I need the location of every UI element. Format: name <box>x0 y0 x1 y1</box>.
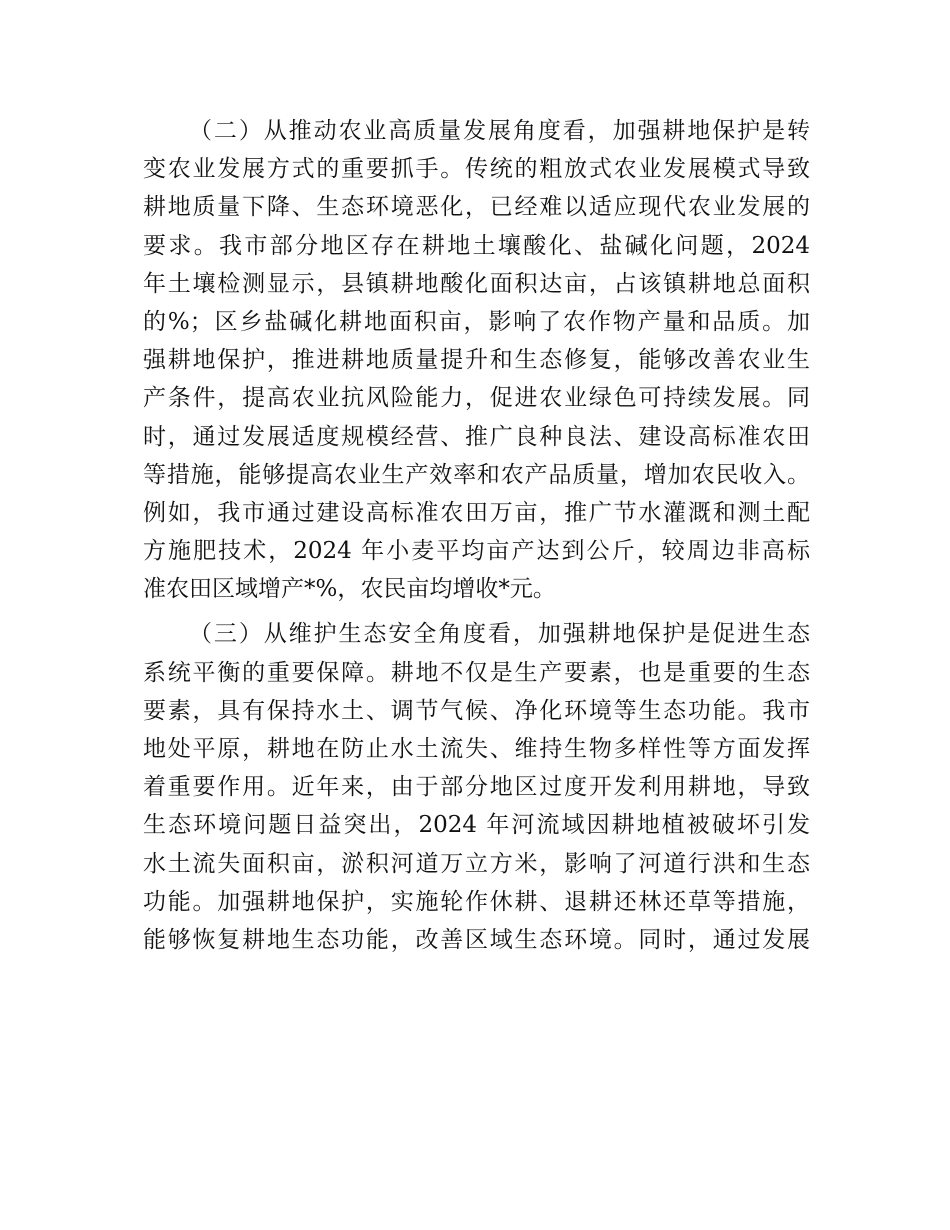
paragraph-agriculture-development <box>143 112 810 608</box>
text-line: 要求。我市部分地区存在耕地土壤酸化、盐碱化问题，2024 <box>143 232 810 259</box>
text-line: 方施肥技术，2024 年小麦平均亩产达到公斤，较周边非高标 <box>143 538 810 565</box>
text-line: 功能。加强耕地保护，实施轮作休耕、退耕还林还草等措施， <box>143 888 810 915</box>
paragraph-ecological-security <box>143 615 810 959</box>
text-line: 年土壤检测显示，县镇耕地酸化面积达亩，占该镇耕地总面积 <box>143 270 810 297</box>
text-line: 产条件，提高农业抗风险能力，促进农业绿色可持续发展。同 <box>143 385 810 412</box>
text-line: 着重要作用。近年来，由于部分地区过度开发利用耕地，导致 <box>143 774 810 801</box>
text-line: 系统平衡的重要保障。耕地不仅是生产要素，也是重要的生态 <box>143 659 810 686</box>
text-line: 变农业发展方式的重要抓手。传统的粗放式农业发展模式导致 <box>143 156 810 183</box>
text-line: （二）从推动农业高质量发展角度看，加强耕地保护是转 <box>189 118 810 144</box>
text-line: 强耕地保护，推进耕地质量提升和生态修复，能够改善农业生 <box>143 347 810 374</box>
text-line: 水土流失面积亩，淤积河道万立方米，影响了河道行洪和生态 <box>143 850 810 877</box>
text-line: 地处平原，耕地在防止水土流失、维持生物多样性等方面发挥 <box>143 736 810 762</box>
text-line: 准农田区域增产*%，农民亩均增收*元。 <box>143 576 556 603</box>
text-line: 生态环境问题日益突出，2024 年河流域因耕地植被破坏引发 <box>143 812 810 839</box>
text-line: 能够恢复耕地生态功能，改善区域生态环境。同时，通过发展 <box>143 926 810 953</box>
text-line: 的%；区乡盐碱化耕地面积亩，影响了农作物产量和品质。加 <box>143 308 810 335</box>
text-line: 要素，具有保持水土、调节气候、净化环境等生态功能。我市 <box>143 697 810 724</box>
text-line: （三）从维护生态安全角度看，加强耕地保护是促进生态 <box>189 621 810 648</box>
text-line: 时，通过发展适度规模经营、推广良种良法、建设高标准农田 <box>143 423 810 450</box>
text-line: 等措施，能够提高农业生产效率和农产品质量，增加农民收入。 <box>143 461 810 488</box>
text-line: 例如，我市通过建设高标准农田万亩，推广节水灌溉和测土配 <box>143 499 810 526</box>
text-line: 耕地质量下降、生态环境恶化，已经难以适应现代农业发展的 <box>143 194 810 221</box>
document-body <box>143 112 810 959</box>
